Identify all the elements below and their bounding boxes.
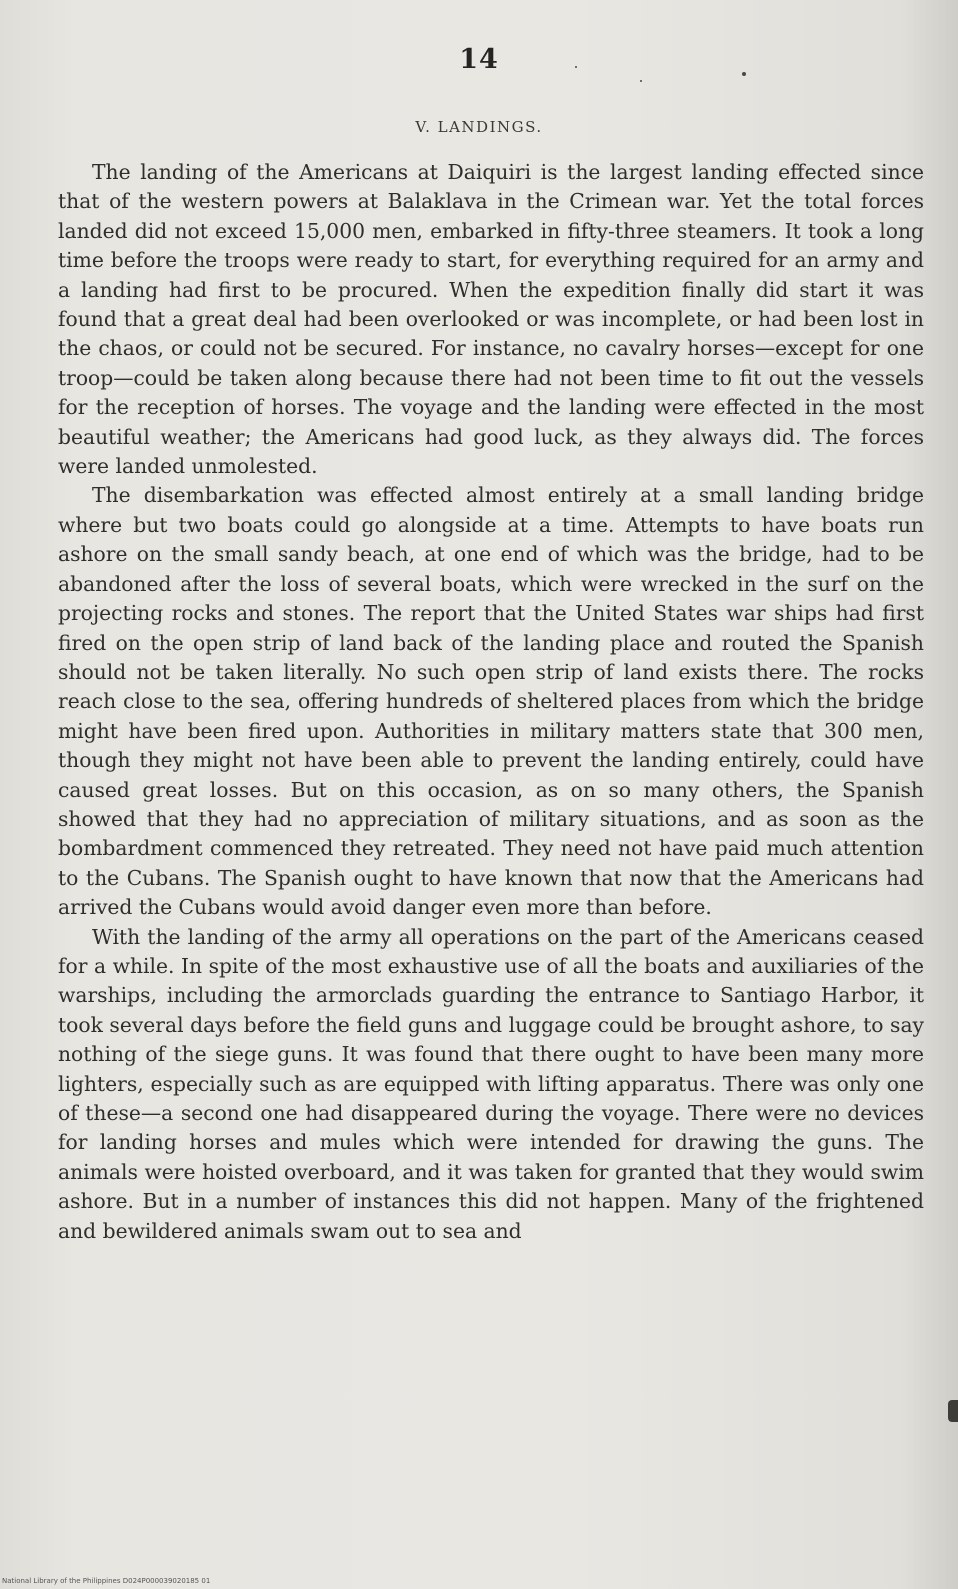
paragraph: The landing of the Americans at Daiquiri is the largest landing effected since that of the western powers at Balaklava in the Crimean war. Yet the total forces landed did not exceed 15,000 men, embarked in fifty-three steamers. It took a long time before the troops were ready to start, for everything required for an army and a landing had first to be procured. When the expedition finally did start it was found that a great deal had been overlooked or was incomplete, or had been lost in the chaos, or could not be secured. For instance, no cavalry horses—except for one troop—could be taken along because there had not been time to fit out the vessels for the reception of horses. The voyage and the landing were effected in the most beautiful weather; the Americans had good luck, as they always did. The forces were landed unmolested. <box>58 160 924 479</box>
paragraph: The disembarkation was effected almost entirely at a small landing bridge where but two boats could go alongside at a time. Attempts to have boats run ashore on the small sandy beach, at one end of which was the bridge, had to be abandoned after the loss of several boats, which were wrecked in the surf on the projecting rocks and stones. The report that the United States war ships had first fired on the open strip of land back of the landing place and routed the Spanish should not be taken literally. No such open strip of land exists there. The rocks reach close to the sea, offering hundreds of sheltered places from which the bridge might have been fired upon. Authorities in military matters state that 300 men, though they might not have been able to prevent the landing entirely, could have caused great losses. But on this occasion, as on so many others, the Spanish showed that they had no appreciation of military situations, and as soon as the bombardment commenced they retreated. They need not have paid much attention to the Cubans. The Spanish ought to have known that now that the Americans had arrived the Cubans would avoid danger even more than before. <box>58 483 924 920</box>
scan-speck <box>742 72 746 76</box>
scan-speck <box>575 66 577 68</box>
scan-credit: National Library of the Philippines D024P000039020185 01 <box>2 1577 211 1585</box>
chapter-heading: V. LANDINGS. <box>415 118 543 136</box>
body-text <box>58 158 924 1246</box>
scan-edge-mark <box>948 1400 958 1422</box>
scan-speck <box>640 80 642 82</box>
paragraph: With the landing of the army all operations on the part of the Americans ceased for a while. In spite of the most exhaustive use of all the boats and auxiliaries of the warships, including the armorclads guarding the entrance to Santiago Harbor, it took several days before the field guns and luggage could be brought ashore, to say nothing of the siege guns. It was found that there ought to have been many more lighters, especially such as are equipped with lifting apparatus. There was only one of these—a second one had disappeared during the voyage. There were no devices for landing horses and mules which were intended for drawing the guns. The animals were hoisted overboard, and it was taken for granted that they would swim ashore. But in a number of instances this did not happen. Many of the frightened and bewildered animals swam out to sea and <box>58 924 924 1243</box>
page-number: 14 <box>459 44 499 75</box>
